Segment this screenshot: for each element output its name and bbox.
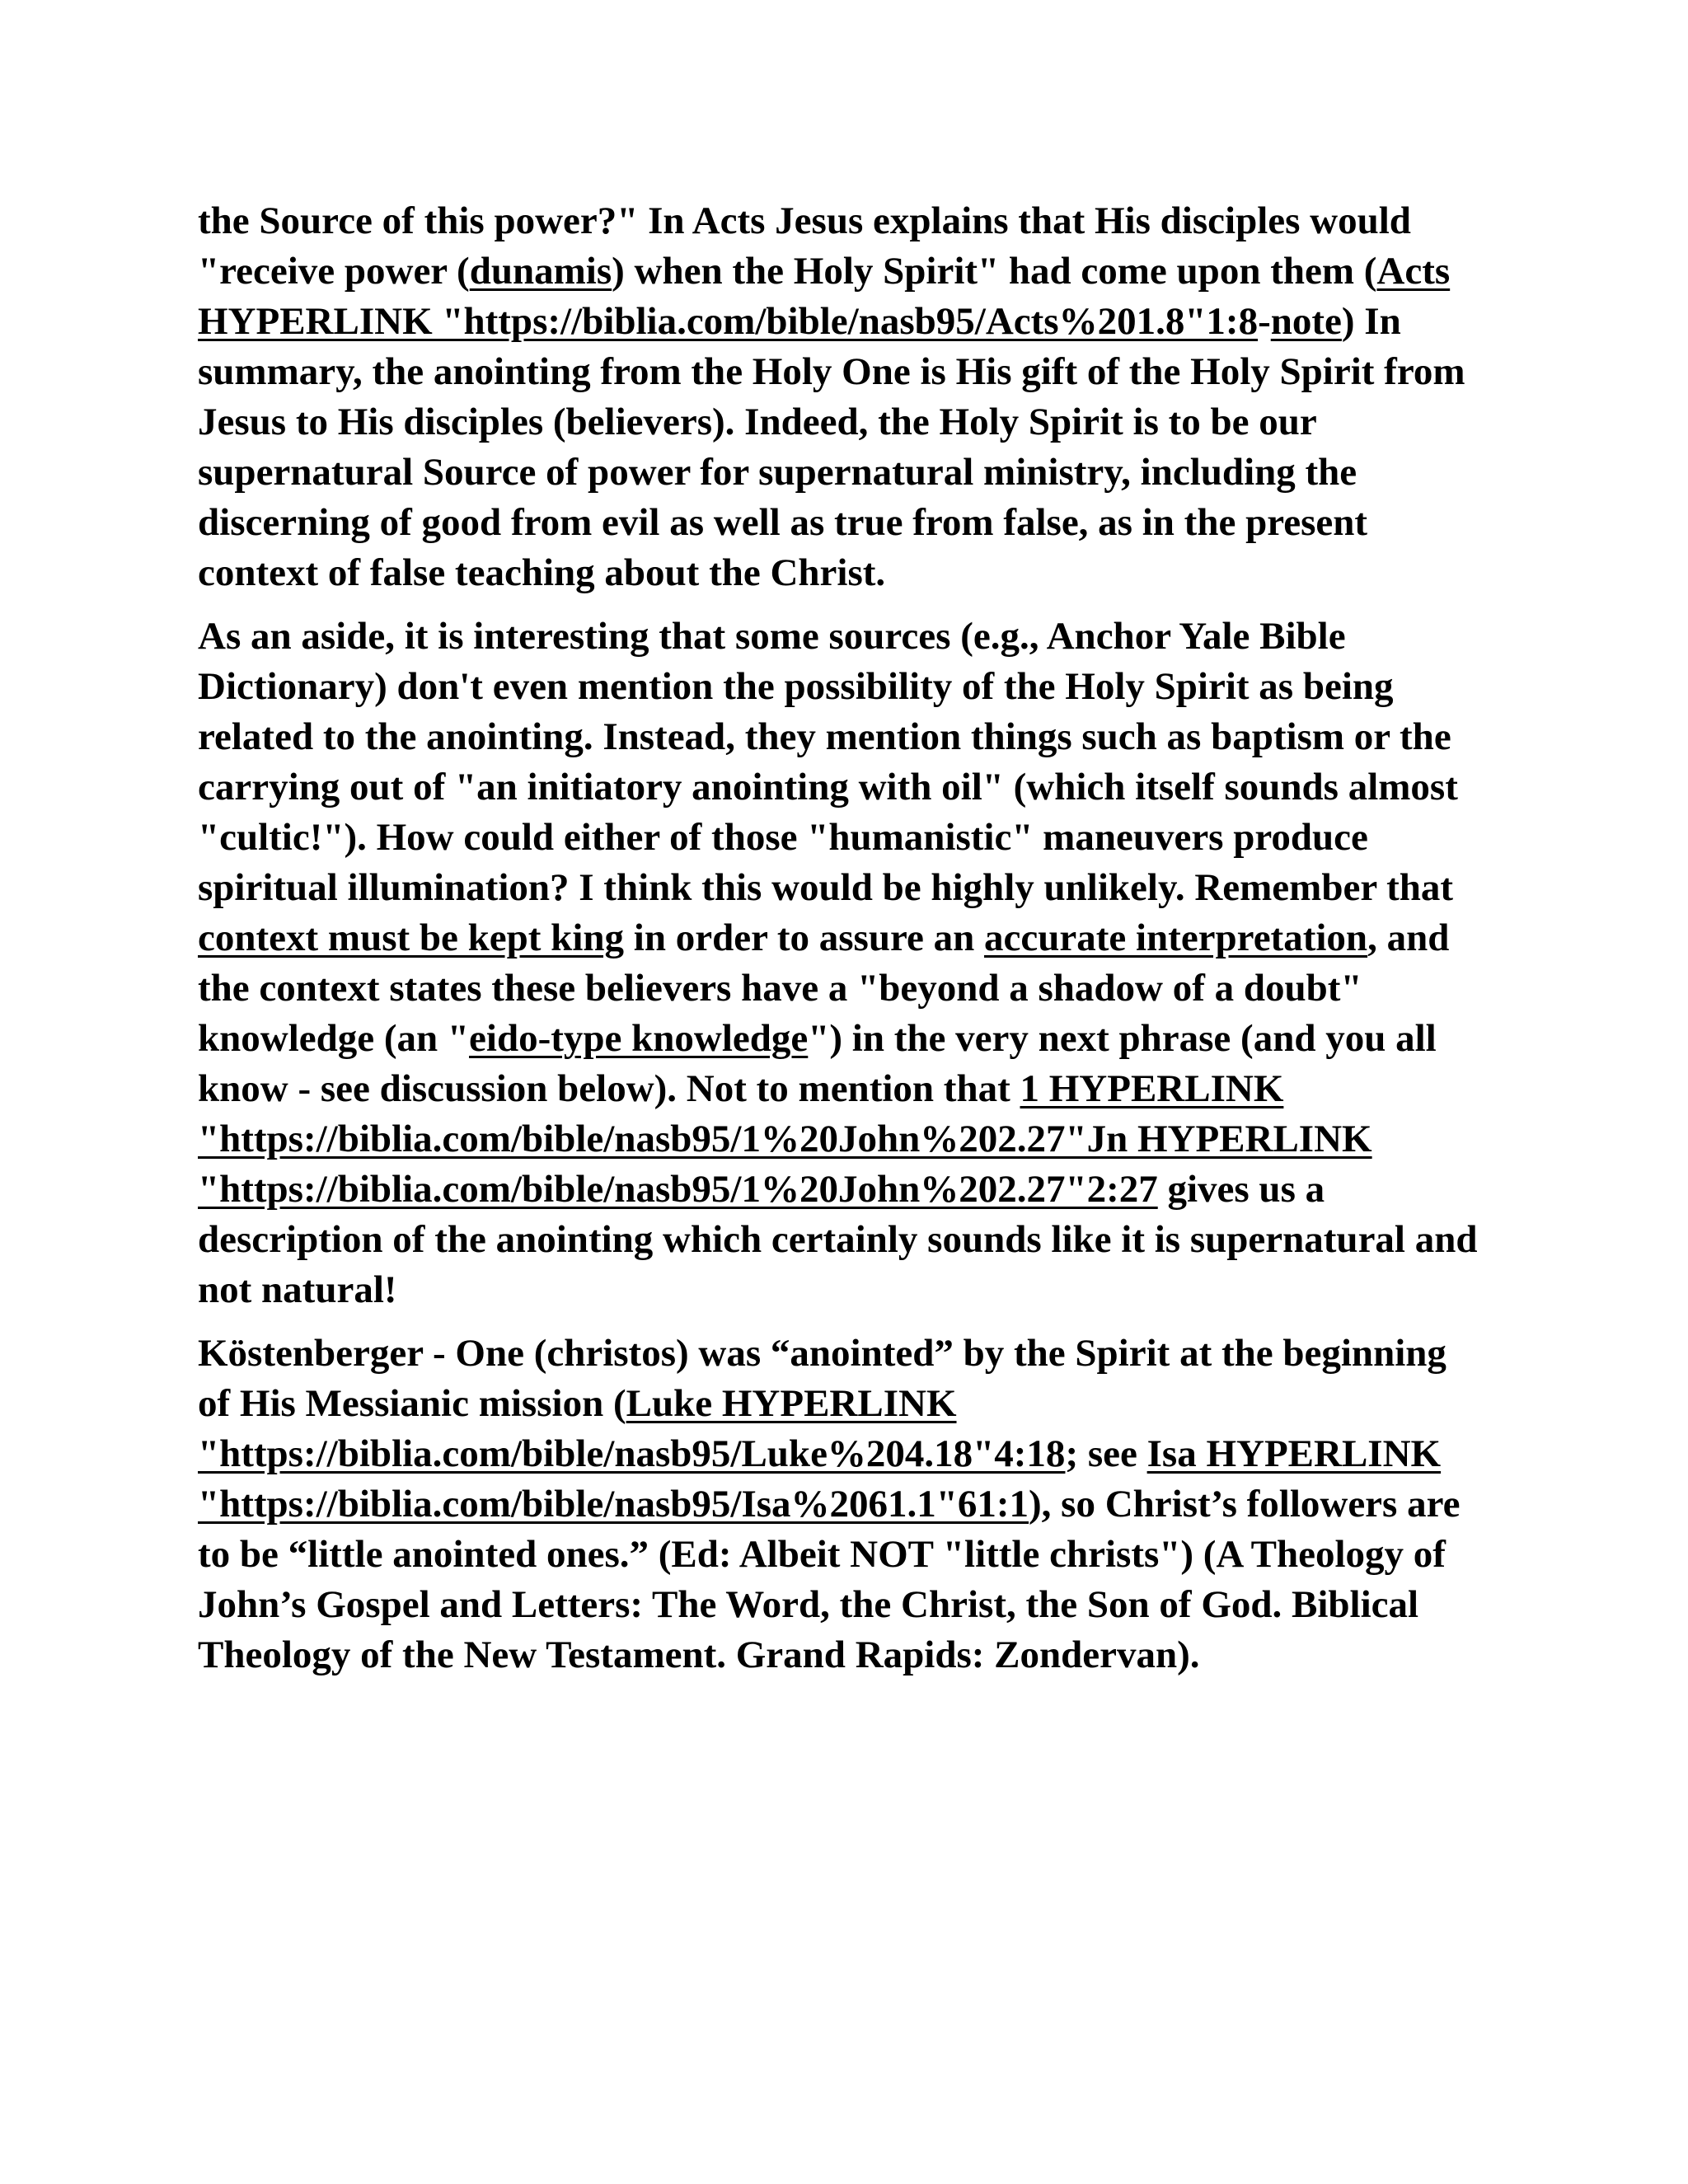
paragraph-3 [198, 1329, 1484, 1680]
text-run: ) when the Holy Spirit" had come upon them ( [612, 250, 1377, 293]
link-note[interactable]: note [1270, 300, 1342, 343]
text-run: ; see [1065, 1432, 1147, 1475]
link-accurate-interpretation[interactable]: accurate interpretation [983, 916, 1368, 959]
text-run: in order to assure an [624, 916, 984, 959]
text-run: - [1258, 300, 1271, 343]
text-run: ") in the very next phrase (and you all know - see discussion below). Not to mention that [198, 1017, 1437, 1110]
document-page [198, 196, 1484, 1694]
text-run: gives us a description of the anointing which certainly sounds like it is supernatural and not natural! [198, 1168, 1478, 1311]
link-dunamis[interactable]: dunamis [469, 250, 612, 293]
link-isa-61-1[interactable]: Isa HYPERLINK "https://biblia.com/bible/nasb95/Isa%2061.1"61:1 [198, 1432, 1442, 1526]
link-luke-4-18[interactable]: Luke HYPERLINK "https://biblia.com/bible/nasb95/Luke%204.18"4:18 [198, 1382, 1066, 1475]
link-eido-type-knowledge[interactable]: eido-type knowledge [469, 1017, 809, 1060]
paragraph-1 [198, 196, 1484, 598]
text-run: the Source of this power?" In Acts Jesus explains that His disciples would "receive power ( [198, 199, 1411, 293]
text-run: Köstenberger - One (christos) was “anointed” by the Spirit at the beginning of His Messianic mission ( [198, 1332, 1447, 1425]
text-run: ) In summary, the anointing from the Holy One is His gift of the Holy Spirit from Jesus to His disciples (believers). Indeed, the Holy Spirit is to be our supernatural Source of power for supernatural ministry, including the discerning of good from evil as well as true from false, as in the present context of false teaching about the Christ. [198, 300, 1465, 594]
link-acts-1-8[interactable]: Acts HYPERLINK "https://biblia.com/bible/nasb95/Acts%201.8"1:8 [198, 250, 1451, 343]
text-run: , and the context states these believers have a "beyond a shadow of a doubt" knowledge (an " [198, 916, 1450, 1060]
text-run: As an aside, it is interesting that some sources (e.g., Anchor Yale Bible Dictionary) don't even mention the possibility of the Holy Spirit as being related to the anointing. Instead, they mention things such as baptism or the carrying out of "an initiatory anointing with oil" (which itself sounds almost "cultic!"). How could either of those "humanistic" maneuvers produce spiritual illumination? I think this would be highly unlikely. Remember that [198, 615, 1458, 909]
text-run: ), so Christ’s followers are to be “little anointed ones.” (Ed: Albeit NOT "little christs") (A Theology of John’s Gospel and Letters: The Word, the Christ, the Son of God. Biblical Theology of the New Testament. Grand Rapids: Zondervan). [198, 1483, 1461, 1676]
link-context-must-be-kept-king[interactable]: context must be kept king [198, 916, 625, 959]
link-1-john-2-27[interactable]: 1 HYPERLINK "https://biblia.com/bible/nasb95/1%20John%202.27"Jn HYPERLINK "https://biblia.com/bible/nasb95/1%20John%202.27"2:27 [198, 1067, 1372, 1211]
paragraph-2 [198, 612, 1484, 1315]
